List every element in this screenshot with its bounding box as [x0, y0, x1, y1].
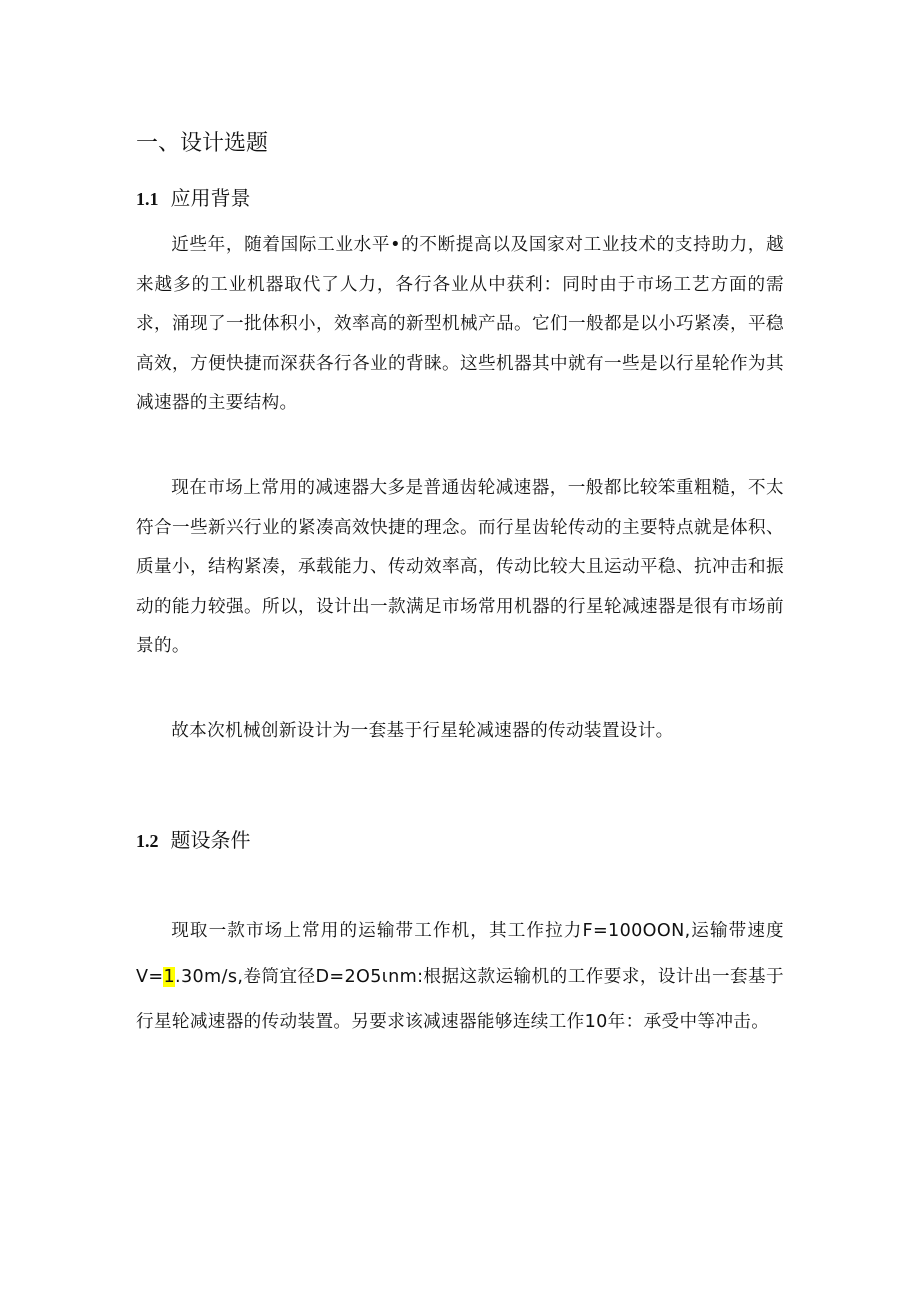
section-title: 题设条件: [170, 828, 251, 852]
paragraph-background-1: 近些年，随着国际工业水平•的不断提高以及国家对工业技术的支持助力，越来越多的工业机器取代了人力，各行各业从中获利：同时由于市场工艺方面的需求，涌现了一批体积小，效率高的新型机械产品。它们一般都是以小巧紧凑，平稳高效，方便快捷而深获各行各业的背睐。这些机器其中就有一些是以行星轮作为其减速器的主要结构。: [136, 235, 784, 413]
section-title: 应用背景: [170, 186, 251, 210]
paragraph-background-2: 现在市场上常用的减速器大多是普通齿轮减速器，一般都比较笨重粗糙，不太符合一些新兴行业的紧凑高效快捷的理念。而行星齿轮传动的主要特点就是体积、质量小，结构紧凑，承载能力、传动效率高，传动比较大且运动平稳、抗冲击和振动的能力较强。所以，设计出一款满足市场常用机器的行星轮减速器是很有市场前景的。: [136, 478, 784, 656]
section-heading-1-2: [136, 824, 251, 857]
conditions-text-before: 现取一款市场上常用的运输带工作机，其工作拉力F=100OON,运输带速度V=: [136, 921, 784, 987]
chapter-heading: 一、设计选题: [136, 131, 269, 156]
highlighted-digit: 1: [163, 966, 176, 987]
section-number: 1.2: [136, 831, 159, 851]
section-heading-1-1: [136, 182, 251, 215]
conditions-text-after: .30m∕s,卷筒宜径D=2O5ιnm:根据这款运输机的工作要求，设计出一套基于行星轮减速器的传动装置。另要求该减速器能够连续工作10年：承受中等冲击。: [136, 966, 784, 1032]
section-number: 1.1: [136, 189, 159, 209]
paragraph-background-3: 故本次机械创新设计为一套基于行星轮减速器的传动装置设计。: [171, 721, 674, 741]
paragraph-conditions: [136, 909, 784, 1046]
